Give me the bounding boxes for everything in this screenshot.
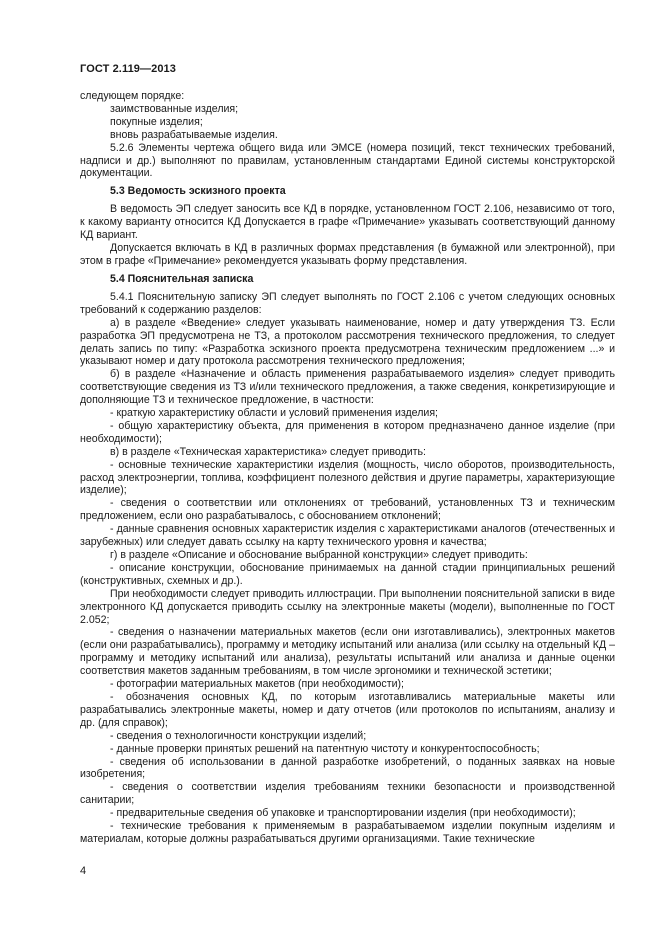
paragraph: В ведомость ЭП следует заносить все КД в порядке, установленном ГОСТ 2.106, независимо от того, к какому варианту относится КД Допускается в графе «Примечание» указывать соответствующий данному КД вариант. (80, 203, 615, 242)
paragraph: б) в разделе «Назначение и область применения разрабатываемого изделия» следует приводить соответствующие сведения из ТЗ и/или технического предложения, а также сведения, конкретизирующие и дополняющие ТЗ и техническое предложение, в частности: (80, 368, 615, 407)
paragraph: - основные технические характеристики изделия (мощность, число оборотов, производительность, расход электроэнергии, топлива, коэффициент полезного действия и другие параметры, характеризующие изделие); (80, 458, 615, 497)
paragraph: 5.4.1 Пояснительную записку ЭП следует выполнять по ГОСТ 2.106 с учетом следующих основных требований к содержанию разделов: (80, 290, 615, 316)
page-number: 4 (80, 865, 87, 877)
paragraph: - сведения о соответствии или отклонениях от требований, установленных ТЗ и техническим предложением, если оно разрабатывалось, с обоснованием отклонений; (80, 497, 615, 523)
paragraph: - данные сравнения основных характеристик изделия с характеристиками аналогов (отечественных и зарубежных) или следует давать ссылку на карту технического уровня и качества; (80, 523, 615, 549)
paragraph: - технические требования к применяемым в разрабатываемом изделии покупным изделиям и материалам, которые должны разрабатываться другими организациями. Такие технические (80, 820, 615, 845)
paragraph: - описание конструкции, обоснование принимаемых на данной стадии принципиальных решений (конструктивных, схемных и др.). (80, 561, 615, 587)
paragraph: - сведения о назначении материальных макетов (если они изготавливались), электронных макетов (если они разрабатывались), программу и методику испытаний или анализа (или ссылку на отдельный КД – программу и методику испытаний или анализа), результаты испытаний или анализа и данные оценки соответствия макетов заданным требованиям, в том числе эргономики и технической эстетики; (80, 626, 615, 678)
list-item: вновь разрабатываемые изделия. (110, 128, 278, 141)
paragraph: - предварительные сведения об упаковке и транспортировании изделия (при необходимости); (110, 807, 576, 820)
list-item: покупные изделия; (110, 115, 203, 128)
paragraph: г) в разделе «Описание и обоснование выбранной конструкции» следует приводить: (110, 549, 528, 561)
paragraph: - краткую характеристику области и условий применения изделия; (110, 407, 439, 420)
list-item: заимствованные изделия; (110, 102, 239, 115)
paragraph: а) в разделе «Введение» следует указывать наименование, номер и дату утверждения ТЗ. Если разработка ЭП предусмотрена не ТЗ, а протоколом рассмотрения технического предложения, то следует делать запись по типу: «Разработка эскизного проекта предусмотрена техническим предложением ...» и указывают номер и дату протокола рассмотрения технического предложения; (80, 316, 615, 368)
paragraph: - обозначения основных КД, по которым изготавливались материальные макеты или разрабатывались электронные макеты, номер и дату отчетов (или протоколов по испытаниям, анализу и др. (для справок); (80, 690, 615, 729)
paragraph: - общую характеристику объекта, для применения в котором предназначено данное изделие (при необходимости); (80, 419, 615, 445)
paragraph: 5.2.6 Элементы чертежа общего вида или ЭМСЕ (номера позиций, текст технических требований, надписи и др.) выполняют по правилам, установленным стандартами Единой системы конструкторской документации. (80, 141, 615, 180)
section-heading: 5.4 Пояснительная записка (110, 272, 254, 285)
paragraph: - сведения о соответствии изделия требованиям техники безопасности и производственной санитарии; (80, 781, 615, 807)
paragraph: - сведения об использовании в данной разработке изобретений, о поданных заявках на новые изобретения; (80, 755, 615, 781)
paragraph: следующем порядке: (80, 90, 185, 102)
paragraph: Допускается включать в КД в различных формах представления (в бумажной или электронной), при этом в графе «Примечание» рекомендуется указывать форму представления. (80, 242, 615, 267)
document-header: ГОСТ 2.119—2013 (80, 63, 176, 75)
paragraph: в) в разделе «Техническая характеристика» следует приводить: (110, 445, 426, 458)
document-body (80, 90, 615, 846)
paragraph: - фотографии материальных макетов (при необходимости); (110, 678, 404, 691)
paragraph: При необходимости следует приводить иллюстрации. При выполнении пояснительной записки в виде электронного КД допускается приводить ссылку на электронные макеты (модели), выполненные по ГОСТ 2.052; (80, 587, 615, 626)
paragraph: - данные проверки принятых решений на патентную чистоту и конкурентоспособность; (110, 742, 540, 755)
paragraph: - сведения о технологичности конструкции изделий; (110, 729, 367, 742)
section-heading: 5.3 Ведомость эскизного проекта (110, 185, 286, 198)
